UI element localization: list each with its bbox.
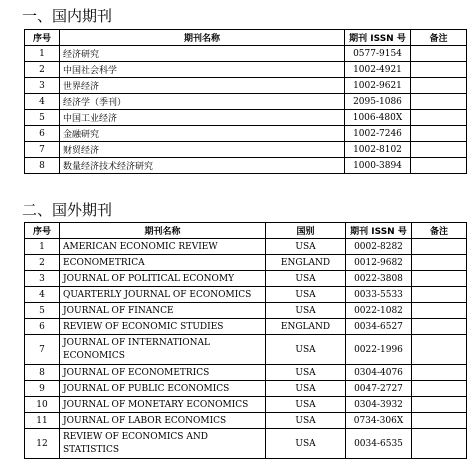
serial-cell: 2 xyxy=(25,255,60,271)
journal-name-cell: JOURNAL OF PUBLIC ECONOMICS xyxy=(60,381,266,397)
note-cell xyxy=(412,303,467,319)
issn-cell: 0002-8282 xyxy=(346,239,412,255)
country-cell: USA xyxy=(266,335,346,365)
table-row xyxy=(25,255,467,271)
header-country: 国别 xyxy=(266,223,346,239)
country-cell: USA xyxy=(266,287,346,303)
journal-name-cell: REVIEW OF ECONOMICS AND STATISTICS xyxy=(60,429,266,459)
serial-cell: 9 xyxy=(25,381,60,397)
issn-cell: 1006-480X xyxy=(345,110,411,126)
table-header-row xyxy=(25,30,467,46)
note-cell xyxy=(412,239,467,255)
domestic-section-title: 一、国内期刊 xyxy=(22,7,113,25)
journal-name-cell: JOURNAL OF POLITICAL ECONOMY xyxy=(60,271,266,287)
country-cell: ENGLAND xyxy=(266,255,346,271)
table-row xyxy=(25,78,467,94)
serial-cell: 5 xyxy=(25,110,60,126)
table-row xyxy=(25,239,467,255)
note-cell xyxy=(411,94,467,110)
header-issn: 期刊 ISSN 号 xyxy=(345,30,411,46)
journal-name-cell: 财贸经济 xyxy=(60,142,345,158)
serial-cell: 8 xyxy=(25,158,60,174)
note-cell xyxy=(411,126,467,142)
serial-cell: 4 xyxy=(25,94,60,110)
note-cell xyxy=(412,255,467,271)
issn-cell: 0022-1082 xyxy=(346,303,412,319)
serial-cell: 12 xyxy=(25,429,60,459)
issn-cell: 0034-6527 xyxy=(346,319,412,335)
international-section-title: 二、国外期刊 xyxy=(22,201,113,219)
note-cell xyxy=(412,381,467,397)
issn-cell: 0734-306X xyxy=(346,413,412,429)
table-row xyxy=(25,271,467,287)
serial-cell: 11 xyxy=(25,413,60,429)
serial-cell: 7 xyxy=(25,142,60,158)
issn-cell: 2095-1086 xyxy=(345,94,411,110)
serial-cell: 1 xyxy=(25,46,60,62)
header-note: 备注 xyxy=(412,223,467,239)
issn-cell: 1000-3894 xyxy=(345,158,411,174)
table-row xyxy=(25,413,467,429)
note-cell xyxy=(411,142,467,158)
issn-cell: 0012-9682 xyxy=(346,255,412,271)
country-cell: USA xyxy=(266,365,346,381)
table-row xyxy=(25,46,467,62)
serial-cell: 2 xyxy=(25,62,60,78)
journal-name-cell: JOURNAL OF LABOR ECONOMICS xyxy=(60,413,266,429)
international-journals-table xyxy=(24,222,467,459)
note-cell xyxy=(411,158,467,174)
journal-name-cell: AMERICAN ECONOMIC REVIEW xyxy=(60,239,266,255)
serial-cell: 5 xyxy=(25,303,60,319)
table-row xyxy=(25,126,467,142)
note-cell xyxy=(412,319,467,335)
table-row xyxy=(25,429,467,459)
header-issn: 期刊 ISSN 号 xyxy=(346,223,412,239)
journal-name-cell: 中国工业经济 xyxy=(60,110,345,126)
journal-name-cell: ECONOMETRICA xyxy=(60,255,266,271)
journal-name-cell: REVIEW OF ECONOMIC STUDIES xyxy=(60,319,266,335)
issn-cell: 1002-8102 xyxy=(345,142,411,158)
table-row xyxy=(25,94,467,110)
serial-cell: 4 xyxy=(25,287,60,303)
issn-cell: 0022-1996 xyxy=(346,335,412,365)
issn-cell: 0022-3808 xyxy=(346,271,412,287)
issn-cell: 0304-3932 xyxy=(346,397,412,413)
note-cell xyxy=(412,287,467,303)
journal-name-cell: 数量经济技术经济研究 xyxy=(60,158,345,174)
issn-cell: 0047-2727 xyxy=(346,381,412,397)
header-note: 备注 xyxy=(411,30,467,46)
country-cell: USA xyxy=(266,429,346,459)
note-cell xyxy=(412,335,467,365)
journal-name-cell: JOURNAL OF INTERNATIONAL ECONOMICS xyxy=(60,335,266,365)
note-cell xyxy=(412,397,467,413)
serial-cell: 8 xyxy=(25,365,60,381)
journal-name-cell: 经济研究 xyxy=(60,46,345,62)
note-cell xyxy=(412,413,467,429)
journal-name-cell: 中国社会科学 xyxy=(60,62,345,78)
table-row xyxy=(25,335,467,365)
issn-cell: 1002-4921 xyxy=(345,62,411,78)
country-cell: USA xyxy=(266,413,346,429)
journal-name-cell: 世界经济 xyxy=(60,78,345,94)
serial-cell: 7 xyxy=(25,335,60,365)
table-header-row xyxy=(25,223,467,239)
table-row xyxy=(25,110,467,126)
country-cell: USA xyxy=(266,239,346,255)
issn-cell: 0577-9154 xyxy=(345,46,411,62)
header-serial: 序号 xyxy=(25,223,60,239)
journal-name-cell: QUARTERLY JOURNAL OF ECONOMICS xyxy=(60,287,266,303)
serial-cell: 6 xyxy=(25,319,60,335)
country-cell: ENGLAND xyxy=(266,319,346,335)
table-row xyxy=(25,381,467,397)
note-cell xyxy=(412,365,467,381)
domestic-journals-table xyxy=(24,29,467,174)
issn-cell: 1002-9621 xyxy=(345,78,411,94)
country-cell: USA xyxy=(266,381,346,397)
note-cell xyxy=(411,110,467,126)
table-row xyxy=(25,303,467,319)
table-row xyxy=(25,365,467,381)
issn-cell: 0033-5533 xyxy=(346,287,412,303)
header-journal-name: 期刊名称 xyxy=(60,30,345,46)
country-cell: USA xyxy=(266,271,346,287)
table-row xyxy=(25,158,467,174)
note-cell xyxy=(411,46,467,62)
table-row xyxy=(25,319,467,335)
note-cell xyxy=(411,62,467,78)
country-cell: USA xyxy=(266,397,346,413)
journal-name-cell: JOURNAL OF FINANCE xyxy=(60,303,266,319)
journal-name-cell: JOURNAL OF ECONOMETRICS xyxy=(60,365,266,381)
serial-cell: 10 xyxy=(25,397,60,413)
journal-name-cell: 经济学（季刊） xyxy=(60,94,345,110)
country-cell: USA xyxy=(266,303,346,319)
table-row xyxy=(25,62,467,78)
journal-name-cell: JOURNAL OF MONETARY ECONOMICS xyxy=(60,397,266,413)
table-row xyxy=(25,397,467,413)
table-row xyxy=(25,142,467,158)
issn-cell: 0034-6535 xyxy=(346,429,412,459)
note-cell xyxy=(412,271,467,287)
note-cell xyxy=(412,429,467,459)
serial-cell: 3 xyxy=(25,78,60,94)
header-serial: 序号 xyxy=(25,30,60,46)
serial-cell: 1 xyxy=(25,239,60,255)
issn-cell: 0304-4076 xyxy=(346,365,412,381)
issn-cell: 1002-7246 xyxy=(345,126,411,142)
note-cell xyxy=(411,78,467,94)
header-journal-name: 期刊名称 xyxy=(60,223,266,239)
serial-cell: 3 xyxy=(25,271,60,287)
journal-name-cell: 金融研究 xyxy=(60,126,345,142)
table-row xyxy=(25,287,467,303)
serial-cell: 6 xyxy=(25,126,60,142)
